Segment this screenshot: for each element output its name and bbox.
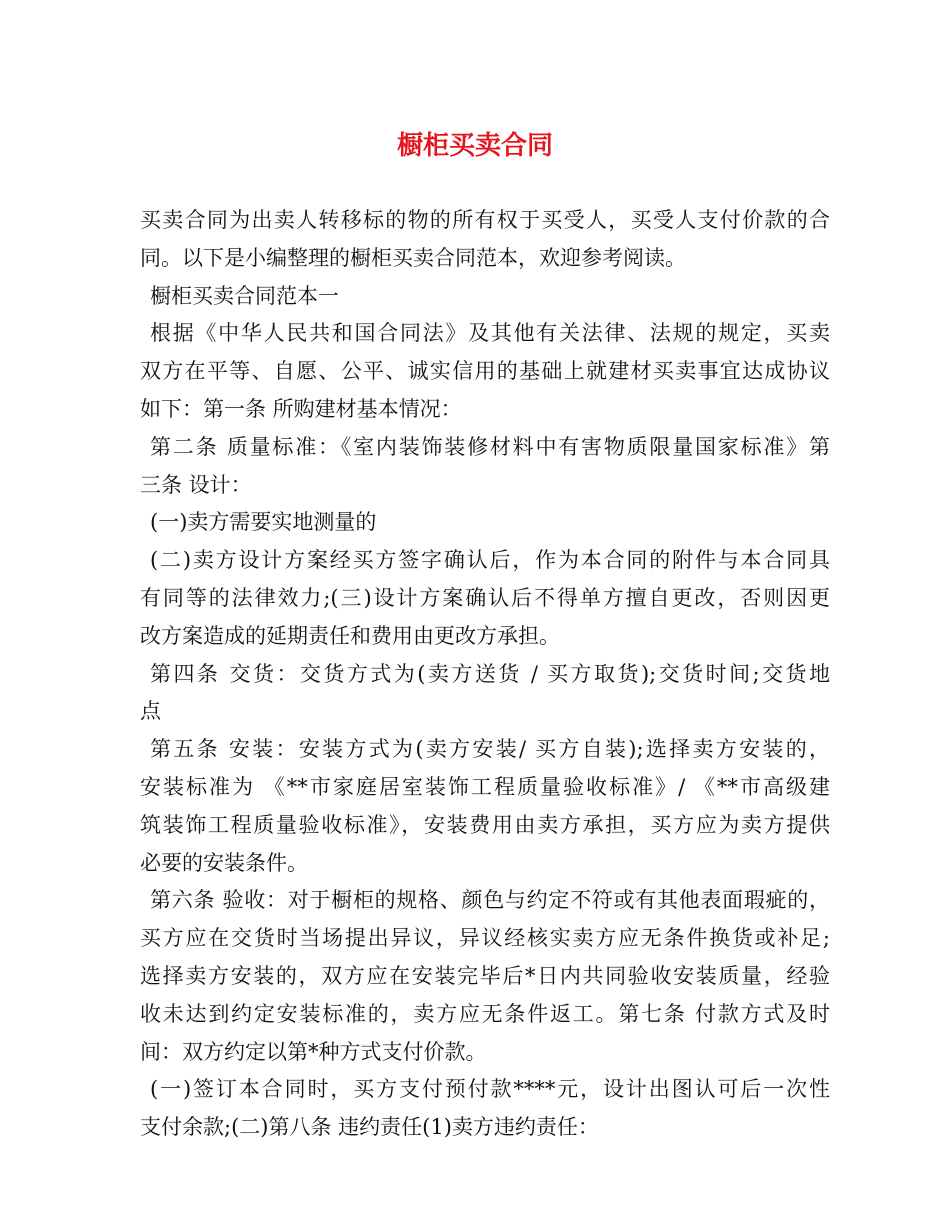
body-line: 买方应在交货时当场提出异议，异议经核实卖方应无条件换货或补足; — [140, 926, 830, 951]
body-line: 买卖合同为出卖人转移标的物的所有权于买受人，买受人支付价款的合 — [140, 208, 830, 232]
body-line: 安装标准为 《**市家庭居室装饰工程质量验收标准》/ 《**市高级建 — [140, 774, 830, 799]
body-line: 有同等的法律效力;(三)设计方案确认后不得单方擅自更改，否则因更 — [140, 585, 830, 610]
document-title: 橱柜买卖合同 — [396, 131, 553, 161]
body-line: (一)签订本合同时，买方支付预付款****元，设计出图认可后一次性 — [150, 1077, 830, 1102]
body-line: 第四条 交货：交货方式为(卖方送货 / 买方取货);交货时间;交货地 — [150, 661, 830, 686]
body-line: 同。以下是小编整理的橱柜买卖合同范本，欢迎参考阅读。 — [140, 245, 686, 270]
body-line: 三条 设计： — [140, 472, 252, 497]
body-line: 点 — [140, 699, 161, 724]
body-line: 改方案造成的延期责任和费用由更改方承担。 — [140, 623, 560, 648]
body-line: 支付余款;(二)第八条 违约责任(1)卖方违约责任： — [140, 1115, 599, 1140]
body-line: (二)卖方设计方案经买方签字确认后，作为本合同的附件与本合同具 — [150, 548, 830, 573]
body-line: 第二条 质量标准：《室内装饰装修材料中有害物质限量国家标准》第 — [150, 434, 830, 459]
body-line: 根据《中华人民共和国合同法》及其他有关法律、法规的规定，买卖 — [150, 321, 830, 346]
body-line: 收未达到约定安装标准的，卖方应无条件返工。第七条 付款方式及时 — [140, 1001, 830, 1026]
body-line: 第六条 验收：对于橱柜的规格、颜色与约定不符或有其他表面瑕疵的， — [150, 888, 830, 913]
body-line: 第五条 安装：安装方式为(卖方安装/ 买方自装);选择卖方安装的， — [150, 737, 830, 762]
body-line: (一)卖方需要实地测量的 — [150, 510, 377, 535]
document-body — [140, 202, 830, 1147]
body-line: 筑装饰工程质量验收标准》，安装费用由卖方承担，买方应为卖方提供 — [140, 812, 830, 837]
body-line: 双方在平等、自愿、公平、诚实信用的基础上就建材买卖事宜达成协议 — [140, 359, 830, 384]
body-line: 必要的安装条件。 — [140, 850, 308, 875]
body-line: 间：双方约定以第*种方式支付价款。 — [140, 1039, 487, 1064]
body-line: 如下：第一条 所购建材基本情况： — [140, 396, 462, 421]
body-line: 橱柜买卖合同范本一 — [150, 283, 339, 308]
body-line: 选择卖方安装的，双方应在安装完毕后*日内共同验收安装质量，经验 — [140, 963, 830, 988]
